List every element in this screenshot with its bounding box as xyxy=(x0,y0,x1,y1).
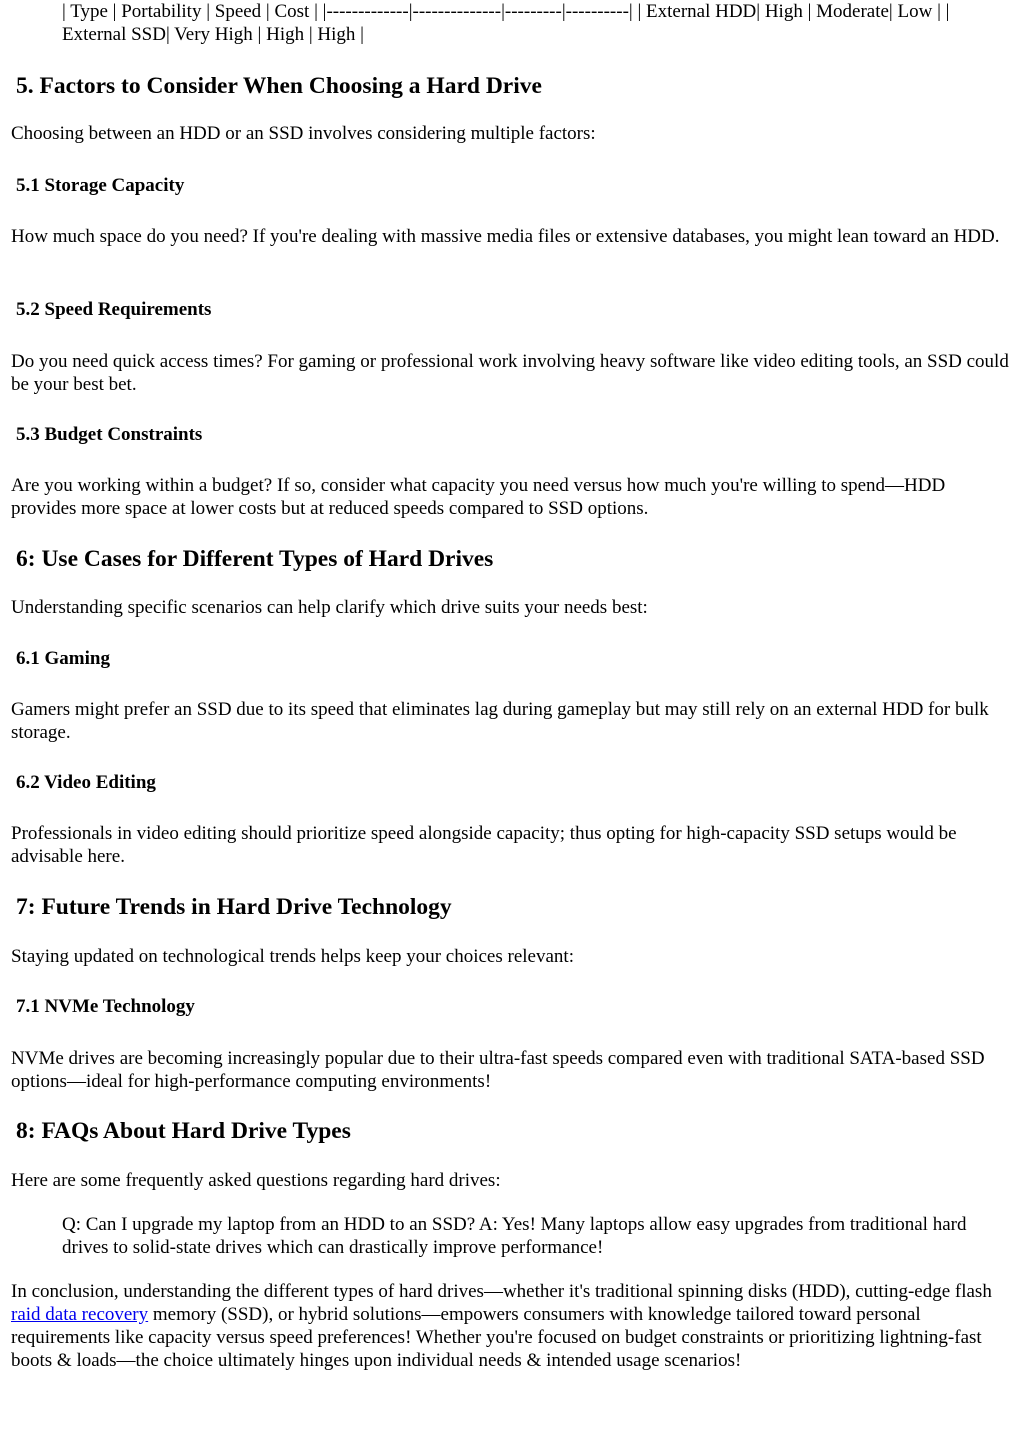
section-5-3-heading: 5.3 Budget Constraints xyxy=(16,424,203,445)
section-5-1-heading: 5.1 Storage Capacity xyxy=(16,175,185,196)
section-6-1-heading: 6.1 Gaming xyxy=(16,648,110,669)
section-7-1-text: NVMe drives are becoming increasingly popular due to their ultra-fast speeds compared even with traditional SATA-based SSD options—ideal for high-performance computing environments! xyxy=(11,1048,985,1092)
conclusion-text-start: In conclusion, understanding the different types of hard drives—whether it's traditional spinning disks (HDD), cutting-edge flash xyxy=(11,1281,992,1302)
section-5-3-text: Are you working within a budget? If so, consider what capacity you need versus how much you're willing to spend—HDD provides more space at lower costs but at reduced speeds compared to SSD options. xyxy=(11,475,946,519)
section-6-2-heading: 6.2 Video Editing xyxy=(16,772,156,793)
section-7-1-heading: 7.1 NVMe Technology xyxy=(16,996,195,1017)
conclusion-text-end: memory (SSD), or hybrid solutions—empowers consumers with knowledge tailored toward personal requirements like capacity versus speed preferences! Whether you're focused on budget constraints or prioritizing lightning-fast boots & loads—the choice ultimately hinges upon individual needs & intended usage scenarios! xyxy=(11,1304,982,1371)
section-5-heading: 5. Factors to Consider When Choosing a Hard Drive xyxy=(16,73,542,99)
section-8-intro: Here are some frequently asked questions regarding hard drives: xyxy=(11,1170,501,1191)
section-7-heading: 7: Future Trends in Hard Drive Technology xyxy=(16,894,452,920)
section-5-intro: Choosing between an HDD or an SSD involves considering multiple factors: xyxy=(11,123,596,144)
section-5-2-text: Do you need quick access times? For gaming or professional work involving heavy software like video editing tools, an SSD could be your best bet. xyxy=(11,351,1009,395)
comparison-table-text: | Type | Portability | Speed | Cost | |-------------|--------------|---------|----------| | External HDD| High | Moderate| Low | | External SSD| Very High | High | High | xyxy=(62,1,950,45)
section-6-intro: Understanding specific scenarios can help clarify which drive suits your needs best: xyxy=(11,597,648,618)
faq-item: Q: Can I upgrade my laptop from an HDD to an SSD? A: Yes! Many laptops allow easy upgrades from traditional hard drives to solid-state drives which can drastically improve performance! xyxy=(62,1214,967,1258)
section-7-intro: Staying updated on technological trends helps keep your choices relevant: xyxy=(11,946,574,967)
conclusion-paragraph xyxy=(11,1280,1014,1372)
section-6-heading: 6: Use Cases for Different Types of Hard Drives xyxy=(16,546,494,572)
section-5-2-heading: 5.2 Speed Requirements xyxy=(16,299,212,320)
section-6-1-text: Gamers might prefer an SSD due to its speed that eliminates lag during gameplay but may still rely on an external HDD for bulk storage. xyxy=(11,699,989,743)
section-8-heading: 8: FAQs About Hard Drive Types xyxy=(16,1118,351,1144)
section-6-2-text: Professionals in video editing should prioritize speed alongside capacity; thus opting for high-capacity SSD setups would be advisable here. xyxy=(11,823,957,867)
raid-data-recovery-link[interactable]: raid data recovery xyxy=(11,1304,149,1325)
section-5-1-text: How much space do you need? If you're dealing with massive media files or extensive databases, you might lean toward an HDD. xyxy=(11,226,1000,247)
